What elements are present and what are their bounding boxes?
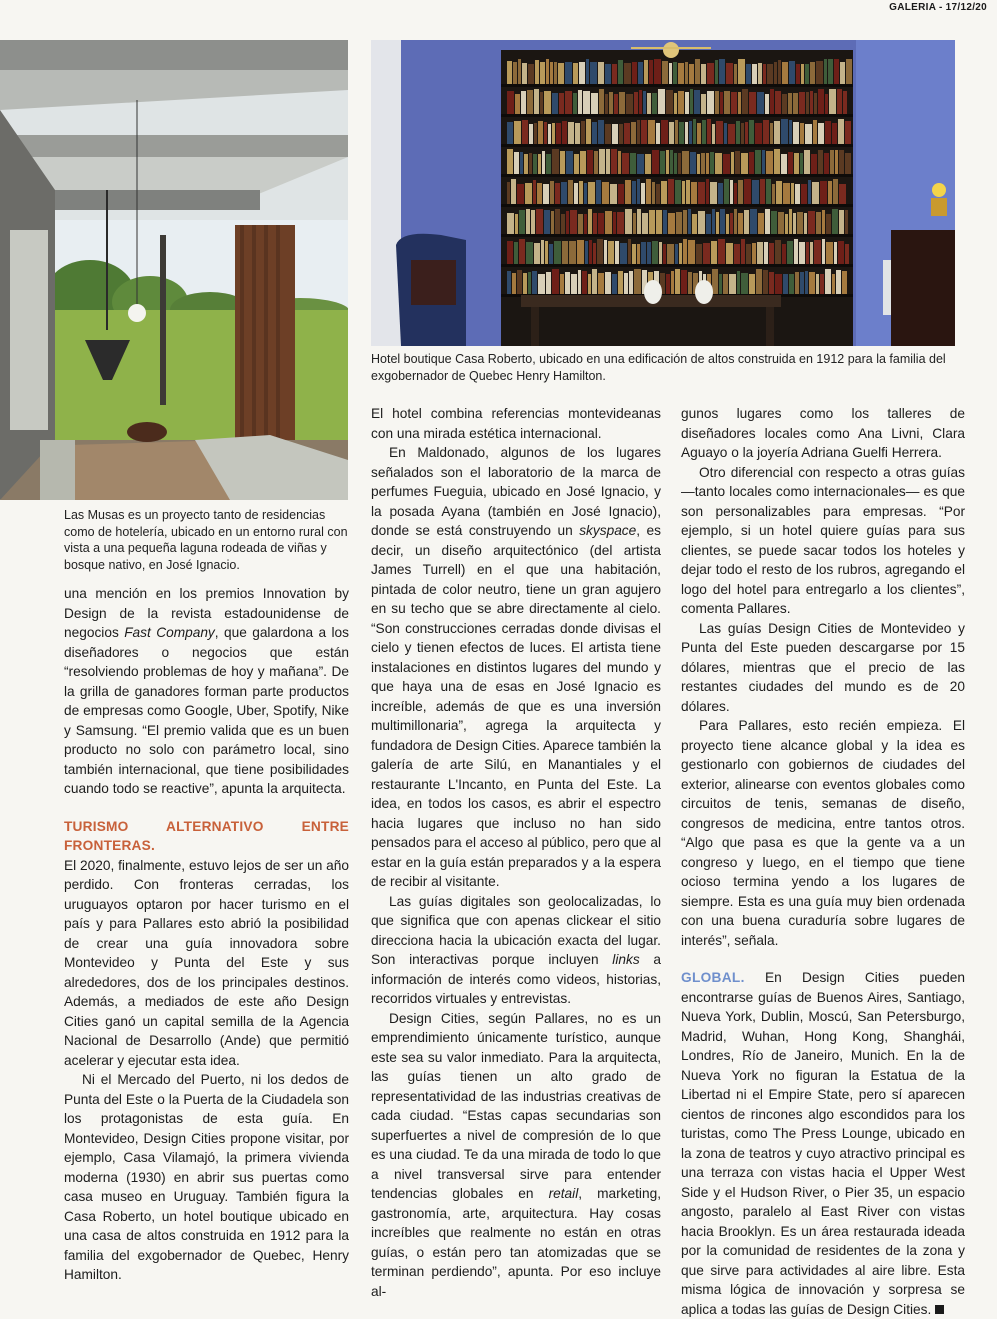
photo-caption-casa-roberto: Hotel boutique Casa Roberto, ubicado en una edificación de altos construida en 1912 para la familia del exgobernador de Quebec Henry Hamilton. (371, 352, 946, 383)
paragraph: Las guías Design Cities de Montevideo y Punta del Este pueden descargarse por 15 dólares, mientras que el precio de las restantes ciudades del mundo es de 20 dólares. (681, 620, 965, 714)
paragraph: Otro diferencial con respecto a otras guías —tanto locales como internacionales— es que son personalizables para empresas. “Por ejemplo, si un hotel quiere guías para sus clientes, se puede sacar todos los hoteles y dejar todo el resto de los rubros, agregando el logo del hotel para entregarlo a los clientes”, comenta Pallares. (681, 464, 965, 616)
paragraph: El 2020, finalmente, estuvo lejos de ser un año perdido. Con fronteras cerradas, los uruguayos optaron por hacer turismo en el país y para Pallares esto abrió la posibilidad de crear una guía innovadora sobre Montevideo y Punta del Este y sus alrededores, dos de los principales destinos. Además, a mediados de este año Design Cities ganó un capital semilla de la Agencia Nacional de Desarrollo (Ande) que permitió acelerar y ejecutar esta idea. (64, 857, 349, 1068)
las-musas-photo (0, 40, 348, 500)
article-column-1 (64, 584, 349, 1285)
article-column-3 (681, 404, 965, 1319)
paragraph: Las guías digitales son geolocalizadas, lo que significa que con apenas clickear el sitio direcciona hacia la ubicación exacta del lugar. Son interactivas porque incluyen links a información de interés como videos, historias, recorridos virtuales y entrevistas. (371, 893, 661, 1006)
casa-roberto-photo (371, 40, 955, 346)
section-heading: GLOBAL. (681, 970, 745, 985)
page-header: GALERIA - 17/12/20 (889, 2, 987, 13)
paragraph: El hotel combina referencias montevideanas con una mirada estética internacional. (371, 406, 661, 441)
paragraph: Ni el Mercado del Puerto, ni los dedos de Punta del Este o la Puerta de la Ciudadela son los protagonistas de esta guía. En Montevideo, Design Cities propone visitar, por ejemplo, Casa Vilamajó, la primera vivienda moderna (1930) en abrir sus puertas como casa museo en Uruguay. También figura la Casa Roberto, un hotel boutique ubicado en una casa de altos construida en 1912 para la familia del exgobernador de Quebec, Henry Hamilton. (64, 1072, 349, 1282)
paragraph: GLOBAL. En Design Cities pueden encontrarse guías de Buenos Aires, Santiago, Nueva York, Dublin, Moscú, San Petersburgo, Madrid, Wuhan, Hong Kong, Shanghái, Londres, Río de Janeiro, Munich. En la de Nueva York no figuran la Estatua de la Libertad ni el Empire State, pero sí aparecen cientos de rincones algo escondidos para los turistas, como The Press Lounge, ubicado en la zona de teatros y cuyo atractivo principal es una terraza con vistas hacia el Upper West Side y el Hudson River, o Pier 35, un espacio angosto, paralelo al East River con vistas hacia Brooklyn. Es un área restaurada ideada por la comunidad de residentes de la zona y que sirve para actividades al aire libre. Esta misma lógica de innovación y sorpresa se aplica a todas las guías de Design Cities. (681, 970, 965, 1317)
paragraph: Design Cities, según Pallares, no es un emprendimiento únicamente turístico, aunque este sea su valor inmediato. Para la arquitecta, las guías tienen un alto grado de representatividad de las industrias creativas de cada ciudad. “Estas capas secundarias son superfuertes a nivel de compresión de lo que es una ciudad. Te da una mirada de todo lo que a nivel transversal sirve para entender tendencias globales en retail, marketing, gastronomía, arte, arquitectura. Hay cosas increíbles que realmente no están en otras guías, o están pero tan atomizadas que se terminan perdiendo”, apunta. Por eso incluye al- (371, 1010, 662, 1299)
photo-caption-las-musas: Las Musas es un proyecto tanto de residencias como de hotelería, ubicado en un entorno rural con vista a una pequeña laguna rodeada de viñas y bosque nativo, en José Ignacio. (64, 508, 348, 572)
paragraph: gunos lugares como los talleres de diseñadores locales como Ana Livni, Clara Aguayo o la joyería Adriana Guelfi Herrera. (681, 406, 965, 460)
article-column-2 (371, 404, 661, 1301)
paragraph: Para Pallares, esto recién empieza. El proyecto tiene alcance global y la idea es gestionarlo con gobiernos de ciudades del exterior, alinearse con eventos globales como circuitos de tenis, semanas de diseño, congresos de medicina, entre tantos otros. “Algo que pasa es que la gente va a un congreso y luego, en el tiempo que tiene ocioso termina yendo a los lugares de siempre. Esta es una guía muy bien ordenada con una buena curaduría sobre lugares de interés”, señala. (681, 718, 965, 948)
paragraph: En Maldonado, algunos de los lugares señalados son el laboratorio de la marca de perfumes Fueguia, ubicado en José Ignacio, y la posada Ayana (también en José Ignacio), donde se está construyendo un skyspace, es decir, un diseño arquitectónico (del artista James Turrell) en el que una habitación, pintada de color neutro, tiene un gran agujero en su techo que se abre directamente al cielo. “Son construcciones cerradas donde divisas el cielo y tienen efectos de luces. El artista tiene instalaciones en distintos lugares del mundo y que haya una de esas en José Ignacio es increíble, además de que es una inversión multimillonaria”, agrega la arquitecta y fundadora de Design Cities. Aparece también la galería de arte Silú, en Manantiales y el restaurante L'Incanto, en Punta del Este. La idea, en todos los casos, es abrir el espectro hacia lugares que incluso no han sido pensados para el acceso al público, pero que al estar en la guía están preparados y a la espera de recibir al visitante. (371, 445, 662, 889)
section-heading: TURISMO ALTERNATIVO ENTRE FRONTERAS. (64, 818, 349, 853)
paragraph: una mención en los premios Innovation by Design de la revista estadounidense de negocios Fast Company, que galardona a los diseñadores o negocios que están “resolviendo problemas de hoy y mañana”. De la grilla de ganadores forman parte productos de empresas como Google, Uber, Spotify, Nike y Samsung. “El premio valida que es un buen producto no solo con parámetro local, sino también internacional, que tiene posibilidades cuando todo se reactive”, apunta la arquitecta. (64, 586, 349, 796)
end-mark-icon (935, 1305, 944, 1314)
